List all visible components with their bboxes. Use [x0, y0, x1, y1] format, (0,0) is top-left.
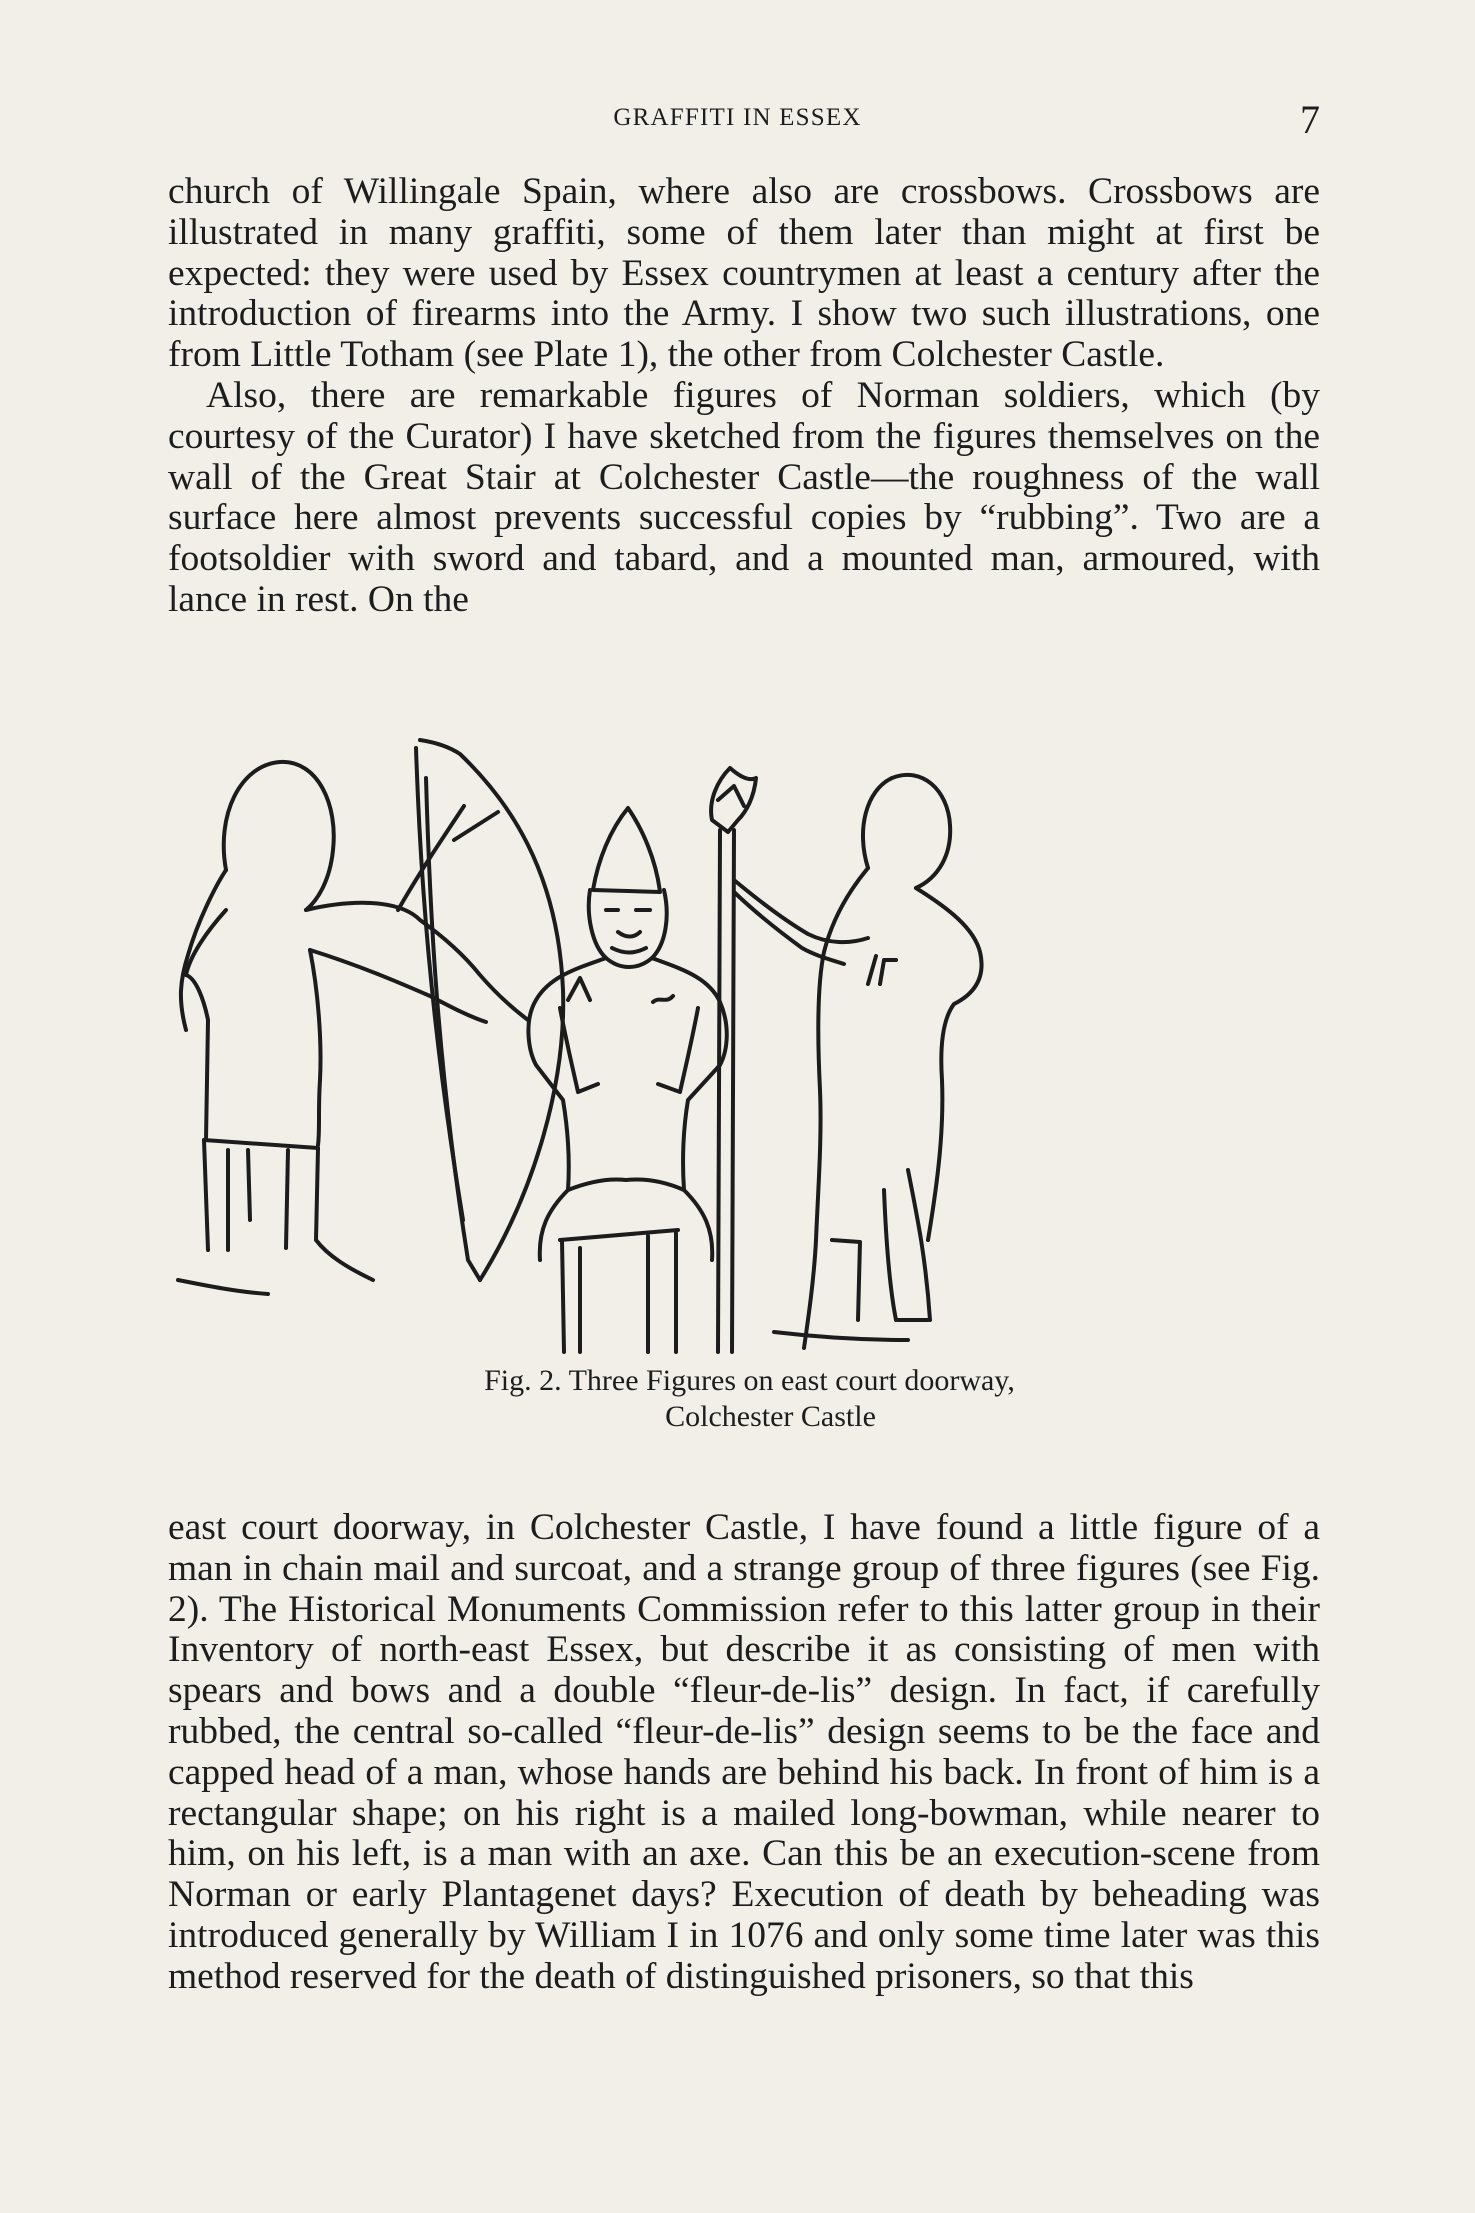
axe-shaft — [718, 830, 734, 1352]
prisoner-face — [589, 890, 667, 967]
axeman-drawing — [711, 768, 981, 1352]
axe-detail — [718, 786, 744, 806]
paragraph-norman-soldiers: Also, there are remarkable figures of Norman soldiers, which (by courtesy of the Curator) I have sketched from the figures themselves on the wall of the Great Stair at Colchester Castle—the roughness of the wall surface here almost prevents successful copies by “rubbing”. Two are a footsoldier with sword and tabard, and a mounted man, armoured, with lance in rest. On the — [168, 374, 1320, 620]
bowman-tunic-hem — [204, 1140, 318, 1148]
prisoner-hands — [653, 996, 673, 1002]
figure-caption — [0, 1363, 1475, 1435]
figure-three-figures — [168, 720, 1320, 1360]
prisoner-arms — [560, 978, 698, 1092]
prisoner-legs — [568, 1179, 684, 1190]
paragraph-execution-scene: east court doorway, in Colchester Castle, I have found a little figure of a man in chain mail and surcoat, and a strange group of three figures (see Fig. 2). The Historical Monuments Commission refer to this latter group in their Inventory of north-east Essex, but describe it as consisting of men with spears and bows and a double “fleur-de-lis” design. In fact, if carefully rubbed, the central so-called “fleur-de-lis” design seems to be the face and capped head of a man, whose hands are behind his back. In front of him is a rectangular shape; on his right is a mailed long-bowman, while nearer to him, on his left, is a man with an axe. Can this be an execution-scene from Norman or early Plantagenet days? Execution of death by beheading was introduced generally by William I in 1076 and only some time later was this method reserved for the death of distinguished prisoners, so that this — [168, 1507, 1320, 1997]
axeman-belt — [868, 956, 896, 984]
body-text-bottom — [168, 1508, 1320, 1998]
axeman-head — [863, 775, 950, 888]
prisoner-eyes — [606, 910, 650, 953]
prisoner-body — [528, 958, 726, 1260]
running-title: GRAFFITI IN ESSEX — [613, 104, 862, 131]
bowman-head — [224, 762, 334, 910]
axeman-legs — [774, 1080, 942, 1340]
block — [560, 1230, 678, 1352]
prisoner-cap — [593, 808, 660, 892]
caption-line-2: Colchester Castle — [665, 1400, 876, 1433]
axeman-back — [916, 888, 982, 1080]
bow — [420, 740, 563, 1280]
running-head — [0, 97, 1475, 144]
arrow — [398, 806, 498, 910]
page-number: 7 — [1300, 97, 1320, 142]
paragraph-crossbows: church of Willingale Spain, where also are crossbows. Crossbows are illustrated in many graffiti, some of them later than might at first be expected: they were used by Essex countrymen at least a century after the introduction of firearms into the Army. I show two such illustrations, one from Little Totham (see Plate 1), the other from Colchester Castle. — [168, 171, 1320, 376]
bowman-torso — [310, 950, 321, 1145]
bowman-front-arm-lower — [310, 950, 486, 1022]
body-text-top — [168, 172, 1320, 621]
bowman-legs — [178, 1140, 373, 1294]
caption-line-1: Fig. 2. Three Figures on east court doorway, — [484, 1364, 1015, 1397]
longbowman-drawing — [178, 740, 563, 1294]
